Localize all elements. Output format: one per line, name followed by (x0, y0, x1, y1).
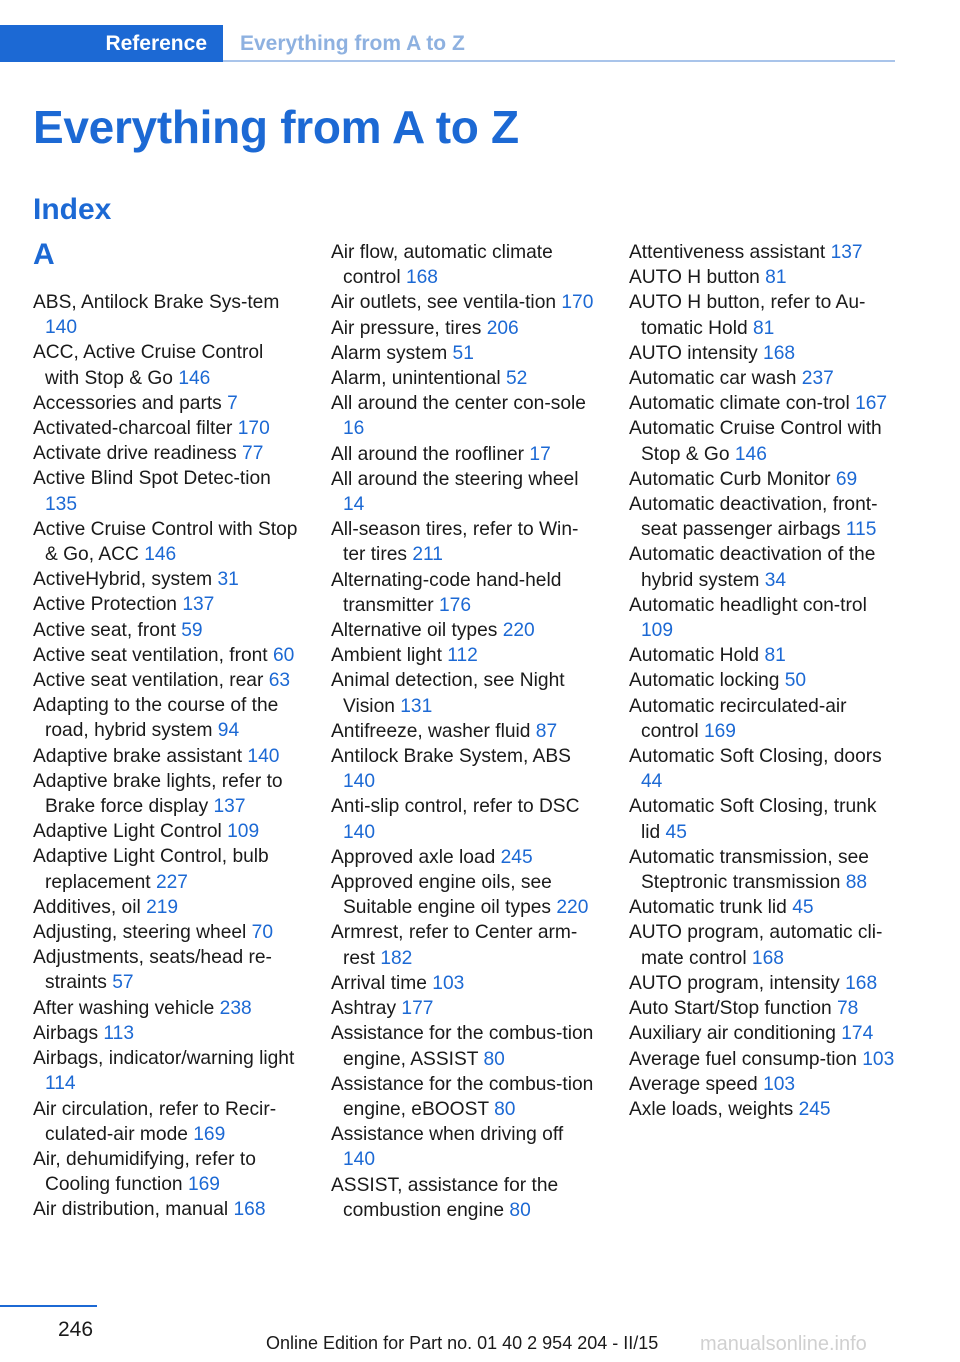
index-entry-page-link[interactable]: 17 (529, 443, 551, 465)
index-entry-term: AUTO H button (629, 267, 760, 289)
index-entry-page-link[interactable]: 63 (268, 670, 291, 692)
index-entry (629, 845, 899, 895)
index-entry (33, 517, 298, 567)
index-entry-term: Alarm, unintentional (331, 368, 501, 390)
index-entry-page-link[interactable]: 140 (343, 821, 376, 843)
index-entry-page-link[interactable]: 211 (412, 544, 443, 566)
index-entry (33, 643, 298, 668)
index-entry (629, 416, 899, 466)
index-entry-page-link[interactable]: 237 (801, 368, 834, 390)
index-entry-page-link[interactable]: 80 (494, 1098, 516, 1120)
index-entry (33, 466, 298, 516)
index-entry (33, 567, 298, 592)
index-entry-page-link[interactable]: 59 (181, 619, 203, 641)
index-entry-page-link[interactable]: 176 (438, 594, 471, 616)
index-entry-term: All around the roofliner (331, 443, 525, 465)
index-entry-term: Active Protection (33, 594, 177, 616)
index-entry-page-link[interactable]: 146 (144, 544, 177, 566)
index-entry (33, 1021, 298, 1046)
index-entry-term: Active Cruise Control with Stop & Go, ACC (33, 518, 298, 566)
index-entry (629, 290, 899, 340)
index-entry (33, 744, 298, 769)
index-entry (33, 1046, 298, 1096)
index-entry-term: Alternative oil types (331, 620, 498, 642)
index-entry-page-link[interactable]: 14 (343, 494, 365, 516)
index-entry-term: Automatic Curb Monitor (629, 468, 831, 490)
index-entry (33, 693, 298, 743)
index-entry (629, 593, 899, 643)
index-entry-page-link[interactable]: 140 (343, 1149, 376, 1171)
index-entry-page-link[interactable]: 114 (45, 1073, 76, 1095)
index-entry-term: Automatic car wash (629, 368, 797, 390)
index-entry-term: Arrival time (331, 972, 427, 994)
index-entry-page-link[interactable]: 137 (182, 594, 215, 616)
index-entry-page-link[interactable]: 109 (227, 821, 260, 843)
index-entry-term: Axle loads, weights (629, 1098, 794, 1120)
index-entry-term: Animal detection, see Night Vision (331, 670, 565, 717)
index-entry-page-link[interactable]: 168 (751, 947, 784, 969)
index-entry-term: Antifreeze, washer fluid (331, 720, 531, 742)
index-entry (331, 316, 596, 341)
index-entry-page-link[interactable]: 167 (855, 393, 888, 415)
index-column-2 (331, 240, 596, 1223)
index-entry-term: Assistance for the combus-tion engine, ASSIST (331, 1023, 594, 1070)
index-entry-term: Air flow, automatic climate control (331, 242, 553, 289)
index-entry-term: Automatic transmission, see Steptronic transmission (629, 846, 869, 894)
index-entry-term: Anti-slip control, refer to DSC (331, 796, 580, 818)
index-entry-page-link[interactable]: 177 (401, 998, 434, 1020)
index-entry-page-link[interactable]: 34 (764, 569, 787, 591)
index-entry-term: All around the center con-sole (331, 393, 586, 415)
index-entry-page-link[interactable]: 174 (841, 1023, 874, 1045)
index-entry-term: AUTO H button, refer to Au-tomatic Hold (629, 292, 866, 339)
index-entry-page-link[interactable]: 112 (447, 645, 478, 667)
index-entry-page-link[interactable]: 80 (509, 1199, 531, 1221)
index-entry-page-link[interactable]: 45 (792, 897, 814, 919)
index-entry (629, 971, 899, 996)
index-entry-term: ABS, Antilock Brake Sys-tem (33, 292, 280, 313)
page-number: 246 (58, 1318, 94, 1341)
index-entry (629, 1097, 899, 1122)
index-entry-page-link[interactable]: 137 (213, 796, 246, 818)
index-entry-page-link[interactable]: 44 (641, 771, 663, 793)
index-entry-page-link[interactable]: 170 (561, 292, 594, 314)
index-entry (629, 391, 899, 416)
index-entry-page-link[interactable]: 170 (237, 418, 270, 440)
index-entry (331, 744, 596, 794)
index-entry-page-link[interactable]: 140 (343, 771, 376, 793)
index-entry (33, 945, 298, 995)
index-entry (33, 769, 298, 819)
index-entry-term: Active seat ventilation, front (33, 644, 268, 666)
index-entry (331, 1122, 596, 1172)
index-entry-page-link[interactable]: 238 (219, 997, 252, 1019)
index-entry-term: Active seat, front (33, 619, 176, 641)
index-entry-page-link[interactable]: 103 (862, 1048, 895, 1070)
index-entry-page-link[interactable]: 81 (764, 645, 786, 667)
index-entry-page-link[interactable]: 69 (835, 468, 858, 490)
index-entry (33, 668, 298, 693)
index-entry-page-link[interactable]: 80 (483, 1048, 505, 1070)
index-entry (331, 643, 596, 668)
index-entry-page-link[interactable]: 168 (405, 267, 438, 289)
index-entry-term: Approved axle load (331, 846, 496, 868)
index-entry (629, 240, 899, 265)
index-entry-term: Automatic recirculated-air control (629, 695, 847, 742)
chapter-tab: Reference (0, 25, 223, 62)
index-entry-term: Activated-charcoal filter (33, 418, 233, 440)
index-entry (33, 844, 298, 894)
index-entry-term: All around the steering wheel (331, 468, 579, 490)
index-entry (331, 366, 596, 391)
index-entry (331, 1021, 596, 1071)
index-entry (331, 341, 596, 366)
index-entry (331, 1072, 596, 1122)
index-entry-term: Alarm system (331, 342, 448, 364)
index-entry-term: ActiveHybrid, system (33, 569, 213, 591)
index-entry-page-link[interactable]: 52 (505, 368, 528, 390)
index-entry-page-link[interactable]: 45 (665, 821, 687, 843)
index-entry-term: Ashtray (331, 998, 397, 1020)
running-header (0, 0, 960, 62)
index-entry (33, 618, 298, 643)
index-entry-term: Automatic Soft Closing, doors (629, 746, 882, 768)
index-entry-page-link[interactable]: 81 (752, 317, 775, 339)
index-entry-term: Airbags (33, 1022, 99, 1044)
index-entry-page-link[interactable]: 227 (155, 871, 188, 893)
index-letter-heading: A (33, 238, 55, 271)
index-entry-term: ACC, Active Cruise Control with Stop & Go (33, 342, 264, 389)
index-entry (629, 996, 899, 1021)
index-entry (331, 996, 596, 1021)
index-entry-term: AUTO program, intensity (629, 972, 840, 994)
index-entry-term: Armrest, refer to Center arm-rest (331, 922, 578, 969)
index-entry (629, 668, 899, 693)
index-entry-page-link[interactable]: 94 (217, 720, 240, 742)
index-entry (331, 442, 596, 467)
index-entry-term: Adaptive brake lights, refer to Brake force display (33, 770, 283, 818)
index-entry-term: Air outlets, see ventila-tion (331, 292, 557, 314)
index-entry-term: Assistance when driving off (331, 1124, 564, 1146)
index-entry-page-link[interactable]: 57 (112, 972, 134, 994)
index-entry (33, 441, 298, 466)
index-entry-term: Adaptive Light Control (33, 821, 222, 843)
index-entry-page-link[interactable]: 16 (343, 418, 365, 440)
index-entry-term: Air, dehumidifying, refer to Cooling function (33, 1148, 256, 1196)
index-entry (331, 391, 596, 441)
index-entry-page-link[interactable]: 70 (251, 922, 274, 944)
index-entry-page-link[interactable]: 81 (765, 267, 787, 289)
index-entry-term: Automatic Soft Closing, trunk lid (629, 796, 877, 843)
index-entry-term: Average fuel consump-tion (629, 1048, 857, 1070)
index-entry-page-link[interactable]: 60 (272, 644, 295, 666)
index-entry (33, 416, 298, 441)
index-entry (33, 391, 298, 416)
index-entry-term: Air circulation, refer to Recir-culated-air mode (33, 1098, 277, 1145)
index-entry-term: Active seat ventilation, rear (33, 670, 264, 692)
index-entry-page-link[interactable]: 115 (845, 519, 877, 541)
index-entry-term: Automatic Hold (629, 645, 760, 667)
footer-divider (0, 1305, 97, 1307)
index-entry (331, 971, 596, 996)
index-entry-term: Accessories and parts (33, 392, 222, 414)
index-entry-term: Antilock Brake System, ABS (331, 746, 571, 768)
index-entry-page-link[interactable]: 168 (233, 1199, 266, 1221)
index-column-1 (33, 240, 298, 1223)
index-entry-page-link[interactable]: 103 (432, 972, 465, 994)
index-entry (331, 1173, 596, 1223)
index-entry-page-link[interactable]: 131 (400, 695, 433, 717)
section-title: Index (33, 193, 112, 226)
index-entry (331, 870, 596, 920)
index-entry (331, 240, 596, 290)
index-entry (629, 1021, 899, 1046)
index-entry-page-link[interactable]: 245 (500, 846, 533, 868)
index-entry-term: Airbags, indicator/warning light (33, 1048, 295, 1070)
index-entry-term: Activate drive readiness (33, 443, 237, 465)
index-entry (33, 996, 298, 1021)
index-entry (629, 794, 899, 844)
index-entry-page-link[interactable]: 206 (486, 317, 519, 339)
index-entry (331, 568, 596, 618)
index-entry-term: Adapting to the course of the road, hybrid system (33, 695, 279, 742)
index-entry (331, 920, 596, 970)
index-entry-page-link[interactable]: 88 (845, 872, 868, 894)
index-entry-page-link[interactable]: 168 (845, 972, 878, 994)
index-entry-term: Assistance for the combus-tion engine, eBOOST (331, 1073, 594, 1120)
index-entry-term: All-season tires, refer to Win-ter tires (331, 519, 579, 566)
index-entry (629, 492, 899, 542)
index-entry-term: Average speed (629, 1073, 758, 1095)
index-entry-page-link[interactable]: 169 (187, 1174, 220, 1196)
index-entry (629, 265, 899, 290)
index-column-3 (629, 240, 899, 1122)
index-entry-page-link[interactable]: 146 (734, 443, 767, 465)
index-entry-term: ASSIST, assistance for the combustion engine (331, 1174, 559, 1221)
index-entry-term: Automatic climate con-trol (629, 393, 850, 415)
index-entry-term: Adjustments, seats/head re-straints (33, 947, 272, 994)
index-entry-term: Attentiveness assistant (629, 242, 826, 263)
index-entry-page-link[interactable]: 220 (502, 620, 535, 642)
index-entry (331, 290, 596, 315)
index-entry-term: After washing vehicle (33, 997, 215, 1019)
index-entry (33, 1147, 298, 1197)
index-entry-page-link[interactable]: 135 (45, 493, 78, 515)
index-entry-term: Active Blind Spot Detec-tion (33, 468, 271, 490)
index-entry (629, 542, 899, 592)
index-entry-page-link[interactable]: 51 (452, 342, 474, 364)
index-entry (629, 467, 899, 492)
index-entry (629, 920, 899, 970)
index-entry-term: Automatic trunk lid (629, 897, 787, 919)
index-entry (33, 1197, 298, 1222)
index-entry (629, 895, 899, 920)
index-entry-term: Auxiliary air conditioning (629, 1023, 836, 1045)
index-entry-term: Automatic Cruise Control with Stop & Go (629, 418, 882, 465)
index-entry (33, 340, 298, 390)
index-entry-page-link[interactable]: 103 (763, 1073, 796, 1095)
index-entry-term: AUTO program, automatic cli-mate control (629, 922, 883, 969)
index-entry-term: Automatic deactivation, front-seat passenger airbags (629, 494, 878, 541)
watermark: manualsonline.info (700, 1333, 867, 1355)
index-entry-page-link[interactable]: 140 (247, 745, 280, 767)
index-entry-term: Auto Start/Stop function (629, 998, 832, 1020)
index-entry-term: Automatic locking (629, 670, 780, 692)
index-entry-page-link[interactable]: 245 (798, 1098, 831, 1120)
index-entry-page-link[interactable]: 50 (784, 670, 807, 692)
index-entry-term: Additives, oil (33, 896, 141, 918)
page-title: Everything from A to Z (33, 101, 519, 153)
index-entry (629, 341, 899, 366)
index-entry (33, 290, 298, 340)
index-entry-page-link[interactable]: 7 (227, 392, 238, 414)
index-entry-page-link[interactable]: 113 (103, 1022, 134, 1044)
index-entry (629, 366, 899, 391)
header-divider (223, 60, 895, 62)
index-entry-term: Air pressure, tires (331, 317, 482, 339)
index-entry-page-link[interactable]: 109 (641, 620, 674, 642)
index-entry-term: Air distribution, manual (33, 1199, 229, 1221)
index-entry (331, 668, 596, 718)
index-entry (331, 794, 596, 844)
index-entry (331, 618, 596, 643)
index-entry-page-link[interactable]: 140 (45, 317, 78, 339)
index-entry-page-link[interactable]: 78 (837, 998, 859, 1020)
index-entry (331, 467, 596, 517)
index-entry-page-link[interactable]: 87 (535, 720, 558, 742)
edition-note: Online Edition for Part no. 01 40 2 954 204 - II/15 (266, 1333, 659, 1353)
section-breadcrumb: Everything from A to Z (240, 32, 465, 55)
index-entry-page-link[interactable]: 168 (763, 342, 796, 364)
index-entry (629, 1072, 899, 1097)
index-entry-page-link[interactable]: 77 (242, 443, 264, 465)
index-entry-term: Adaptive brake assistant (33, 745, 243, 767)
index-entry (629, 744, 899, 794)
index-entry (331, 719, 596, 744)
index-entry-page-link[interactable]: 219 (146, 896, 179, 918)
index-entry-term: Approved engine oils, see Suitable engine oil types (331, 872, 552, 919)
index-entry (331, 517, 596, 567)
index-entry-term: Alternating-code hand-held transmitter (331, 569, 562, 616)
index-entry-term: Automatic deactivation of the hybrid system (629, 544, 876, 591)
index-entry-term: Adjusting, steering wheel (33, 922, 247, 944)
index-entry-page-link[interactable]: 169 (703, 720, 736, 742)
index-entry (331, 845, 596, 870)
index-entry-term: AUTO intensity (629, 342, 758, 364)
index-entry-term: Ambient light (331, 645, 442, 667)
index-entry-page-link[interactable]: 220 (556, 897, 589, 919)
index-entry-page-link[interactable]: 146 (178, 367, 211, 389)
index-entry (629, 694, 899, 744)
index-entry-term: Adaptive Light Control, bulb replacement (33, 846, 269, 893)
index-entry (33, 1097, 298, 1147)
index-entry (629, 1047, 899, 1072)
index-entry (33, 592, 298, 617)
index-entry (33, 895, 298, 920)
index-entry (33, 819, 298, 844)
index-entry-term: Automatic headlight con-trol (629, 594, 867, 616)
index-entry-page-link[interactable]: 169 (193, 1123, 226, 1145)
index-entry-page-link[interactable]: 182 (380, 947, 413, 969)
index-entry-page-link[interactable]: 31 (217, 569, 239, 591)
index-entry (33, 920, 298, 945)
index-entry (629, 643, 899, 668)
index-entry-page-link[interactable]: 137 (830, 242, 863, 263)
